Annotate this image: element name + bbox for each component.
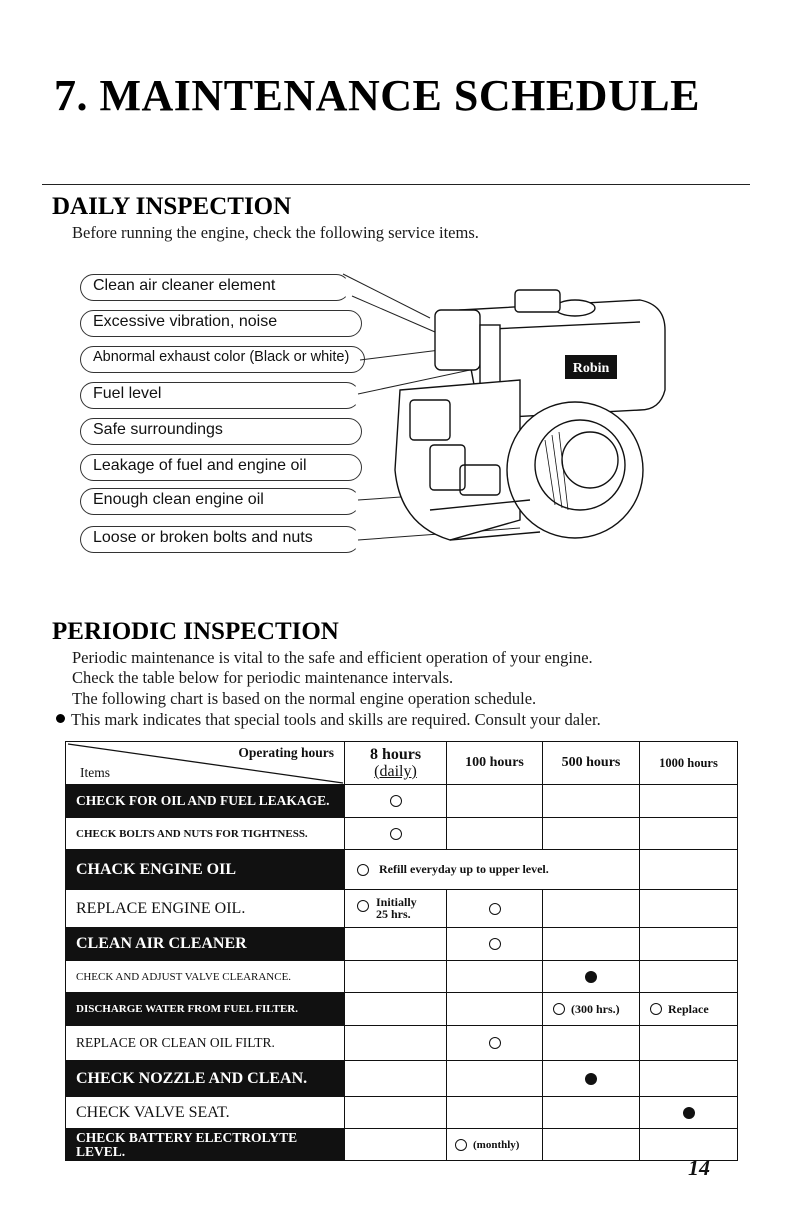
header-items-cell xyxy=(66,742,345,785)
table-row-label: CHECK NOZZLE AND CLEAN. xyxy=(66,1061,345,1097)
circle-mark-icon xyxy=(390,828,402,840)
refill-note: Refill everyday up to upper level. xyxy=(379,862,549,877)
circle-mark-icon xyxy=(650,1003,662,1015)
table-row-label: CHECK VALVE SEAT. xyxy=(66,1097,345,1129)
daily-item: Leakage of fuel and engine oil xyxy=(80,454,362,481)
circle-mark-icon xyxy=(357,864,369,876)
table-row-label: REPLACE OR CLEAN OIL FILTR. xyxy=(66,1026,345,1061)
daily-intro: Before running the engine, check the following service items. xyxy=(72,223,479,242)
engine-illustration xyxy=(340,270,680,570)
col-500h: 500 hours xyxy=(543,742,640,785)
table-row-label: CHACK ENGINE OIL xyxy=(66,850,345,890)
circle-mark-icon xyxy=(390,795,402,807)
circle-mark-icon xyxy=(489,938,501,950)
page-title: 7. MAINTENANCE SCHEDULE xyxy=(54,71,700,120)
table-row-label: DISCHARGE WATER FROM FUEL FILTER. xyxy=(66,993,345,1026)
periodic-line: Check the table below for periodic maintenance intervals. xyxy=(72,668,454,687)
filled-dot-icon xyxy=(585,1073,597,1085)
initially-note: Initially xyxy=(376,894,417,909)
table-row-label: CHECK FOR OIL AND FUEL LEAKAGE. xyxy=(66,785,345,818)
col-100h: 100 hours xyxy=(447,742,543,785)
daily-heading: DAILY INSPECTION xyxy=(52,193,292,220)
periodic-heading: PERIODIC INSPECTION xyxy=(52,618,339,645)
table-row-label: CHECK BATTERY ELECTROLYTE LEVEL. xyxy=(66,1129,345,1161)
daily-item: Enough clean engine oil xyxy=(80,488,360,515)
filled-dot-icon xyxy=(585,971,597,983)
circle-mark-icon xyxy=(553,1003,565,1015)
table-row-label: CHECK BOLTS AND NUTS FOR TIGHTNESS. xyxy=(66,818,345,850)
special-tools-note: This mark indicates that special tools and skills are required. Consult your daler. xyxy=(56,710,601,730)
col-8h: 8 hours (daily) xyxy=(345,742,447,785)
periodic-line: The following chart is based on the normal engine operation schedule. xyxy=(72,689,537,708)
daily-item: Excessive vibration, noise xyxy=(80,310,362,337)
daily-item: Abnormal exhaust color (Black or white) xyxy=(80,346,365,373)
brand-label: Robin xyxy=(572,361,610,376)
table-row-label: CLEAN AIR CLEANER xyxy=(66,928,345,961)
daily-item: Fuel level xyxy=(80,382,360,409)
daily-item: Loose or broken bolts and nuts xyxy=(80,526,360,553)
periodic-line: Periodic maintenance is vital to the safe and efficient operation of your engine. xyxy=(72,648,593,667)
col-1000h: 1000 hours xyxy=(640,742,738,785)
page-number: 14 xyxy=(688,1155,710,1180)
header-operating: Operating hours xyxy=(238,745,334,760)
header-items: Items xyxy=(80,765,110,780)
circle-mark-icon xyxy=(357,900,369,912)
filled-dot-icon xyxy=(683,1107,695,1119)
daily-item: Clean air cleaner element xyxy=(80,274,350,301)
maintenance-table: Operating hours Items 8 hours (daily) 100 hours 500 hours 1000 hours CHECK FOR OIL AND FUEL LEAKAGE. CHECK BOLTS AND NUTS FOR TIGHTNESS. CHACK ENGINE OIL Refill everyday up to upper level. REPLACE ENGINE OIL. Initially 25 hrs. CLEAN AIR CLEANER CHECK AND ADJUST VALVE CLEARANCE. DISCHARGE WATER FROM FUEL FILTER. (300 hrs.) Replace REPLACE OR CLEAN OIL FILTR. CHECK NOZZLE AND CLEAN. CHECK VALVE SEAT. CHECK BATTERY ELECTROLYTE LEVEL. (monthly) xyxy=(65,741,738,1161)
circle-mark-icon xyxy=(489,1037,501,1049)
circle-mark-icon xyxy=(489,903,501,915)
circle-mark-icon xyxy=(455,1139,467,1151)
daily-item: Safe surroundings xyxy=(80,418,362,445)
filled-dot-icon xyxy=(56,714,65,723)
table-row-label: CHECK AND ADJUST VALVE CLEARANCE. xyxy=(66,961,345,993)
table-row-label: REPLACE ENGINE OIL. xyxy=(66,890,345,928)
